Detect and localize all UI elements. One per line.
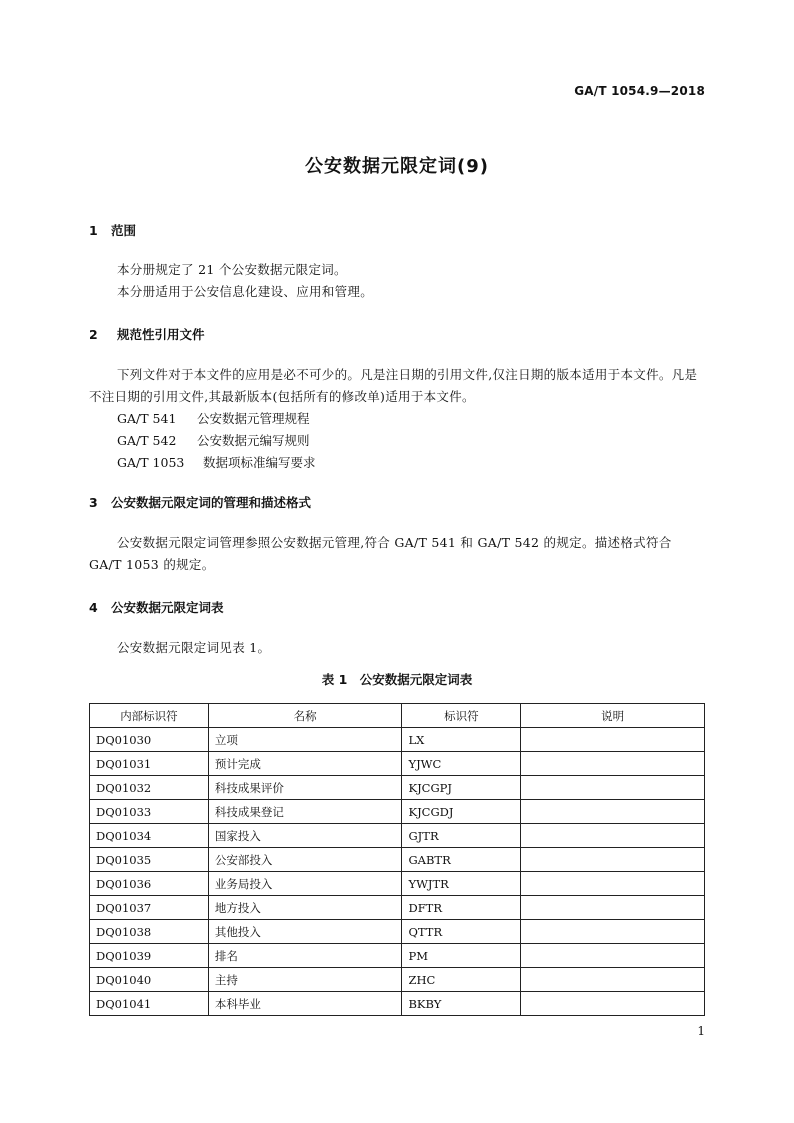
cell-internal-id: DQ01033: [90, 800, 209, 824]
table-row: [90, 944, 705, 968]
cell-identifier: KJCGPJ: [402, 776, 521, 800]
cell-name: 其他投入: [208, 920, 402, 944]
section-title: 公安数据元限定词表: [111, 600, 224, 615]
cell-note: [521, 968, 705, 992]
cell-identifier: ZHC: [402, 968, 521, 992]
document-title: 公安数据元限定词(9): [305, 156, 489, 177]
cell-note: [521, 992, 705, 1016]
cell-internal-id: DQ01031: [90, 752, 209, 776]
cell-identifier: PM: [402, 944, 521, 968]
cell-name: 科技成果登记: [208, 800, 402, 824]
section-4-paragraph-1: 公安数据元限定词见表 1。: [117, 640, 271, 655]
reference-item: [117, 452, 316, 474]
cell-name: 科技成果评价: [208, 776, 402, 800]
section-title: 范围: [111, 223, 137, 238]
reference-title: 数据项标准编写要求: [203, 455, 316, 470]
reference-code: GA/T 541: [117, 411, 177, 426]
cell-note: [521, 896, 705, 920]
table-row: [90, 992, 705, 1016]
cell-note: [521, 920, 705, 944]
cell-internal-id: DQ01040: [90, 968, 209, 992]
cell-name: 地方投入: [208, 896, 402, 920]
cell-note: [521, 944, 705, 968]
cell-internal-id: DQ01034: [90, 824, 209, 848]
cell-note: [521, 848, 705, 872]
standard-code: GA/T 1054.9—2018: [574, 84, 705, 98]
reference-list: [117, 408, 316, 474]
table-row: [90, 968, 705, 992]
cell-identifier: QTTR: [402, 920, 521, 944]
table-header-row: [90, 704, 705, 728]
cell-name: 国家投入: [208, 824, 402, 848]
table-caption: 表 1 公安数据元限定词表: [321, 672, 473, 687]
table-row: [90, 752, 705, 776]
cell-internal-id: DQ01032: [90, 776, 209, 800]
cell-internal-id: DQ01041: [90, 992, 209, 1016]
cell-name: 公安部投入: [208, 848, 402, 872]
cell-name: 预计完成: [208, 752, 402, 776]
column-header: 标识符: [402, 704, 521, 728]
section-heading-2: [89, 325, 205, 343]
section-heading-4: [89, 598, 224, 616]
section-title: 规范性引用文件: [117, 327, 205, 342]
table-row: [90, 800, 705, 824]
reference-title: 公安数据元管理规程: [197, 411, 310, 426]
cell-internal-id: DQ01039: [90, 944, 209, 968]
cell-identifier: BKBY: [402, 992, 521, 1016]
cell-identifier: DFTR: [402, 896, 521, 920]
reference-item: [117, 408, 316, 430]
cell-internal-id: DQ01037: [90, 896, 209, 920]
reference-code: GA/T 542: [117, 433, 177, 448]
table-row: [90, 776, 705, 800]
cell-note: [521, 824, 705, 848]
column-header: 内部标识符: [90, 704, 209, 728]
cell-internal-id: DQ01036: [90, 872, 209, 896]
table-row: [90, 872, 705, 896]
section-heading-1: [89, 221, 136, 239]
reference-code: GA/T 1053: [117, 455, 185, 470]
section-number: 3: [89, 495, 98, 510]
cell-identifier: YWJTR: [402, 872, 521, 896]
table-row: [90, 824, 705, 848]
section-1-paragraph-2: 本分册适用于公安信息化建设、应用和管理。: [117, 284, 374, 299]
cell-identifier: GJTR: [402, 824, 521, 848]
table-row: [90, 848, 705, 872]
cell-identifier: LX: [402, 728, 521, 752]
section-3-paragraph-1: 公安数据元限定词管理参照公安数据元管理,符合 GA/T 541 和 GA/T 542 的规定。描述格式符合 GA/T 1053 的规定。: [89, 535, 672, 572]
cell-internal-id: DQ01030: [90, 728, 209, 752]
section-number: 2: [89, 327, 98, 342]
section-2-paragraph-1: 下列文件对于本文件的应用是必不可少的。凡是注日期的引用文件,仅注日期的版本适用于本文件。凡是不注日期的引用文件,其最新版本(包括所有的修改单)适用于本文件。: [89, 367, 698, 404]
page-number: 1: [697, 1024, 705, 1038]
table-row: [90, 728, 705, 752]
cell-note: [521, 872, 705, 896]
section-title: 公安数据元限定词的管理和描述格式: [111, 495, 312, 510]
cell-name: 主持: [208, 968, 402, 992]
cell-internal-id: DQ01038: [90, 920, 209, 944]
section-1-paragraph-1: 本分册规定了 21 个公安数据元限定词。: [117, 262, 347, 277]
table-row: [90, 896, 705, 920]
cell-name: 本科毕业: [208, 992, 402, 1016]
cell-note: [521, 752, 705, 776]
column-header: 名称: [208, 704, 402, 728]
cell-identifier: KJCGDJ: [402, 800, 521, 824]
table-row: [90, 920, 705, 944]
reference-title: 公安数据元编写规则: [197, 433, 310, 448]
cell-identifier: YJWC: [402, 752, 521, 776]
cell-name: 业务局投入: [208, 872, 402, 896]
section-number: 1: [89, 223, 98, 238]
cell-identifier: GABTR: [402, 848, 521, 872]
cell-internal-id: DQ01035: [90, 848, 209, 872]
section-heading-3: [89, 493, 311, 511]
qualifier-table: [89, 703, 705, 1016]
reference-item: [117, 430, 316, 452]
cell-note: [521, 776, 705, 800]
section-number: 4: [89, 600, 98, 615]
cell-note: [521, 728, 705, 752]
cell-note: [521, 800, 705, 824]
cell-name: 排名: [208, 944, 402, 968]
cell-name: 立项: [208, 728, 402, 752]
column-header: 说明: [521, 704, 705, 728]
